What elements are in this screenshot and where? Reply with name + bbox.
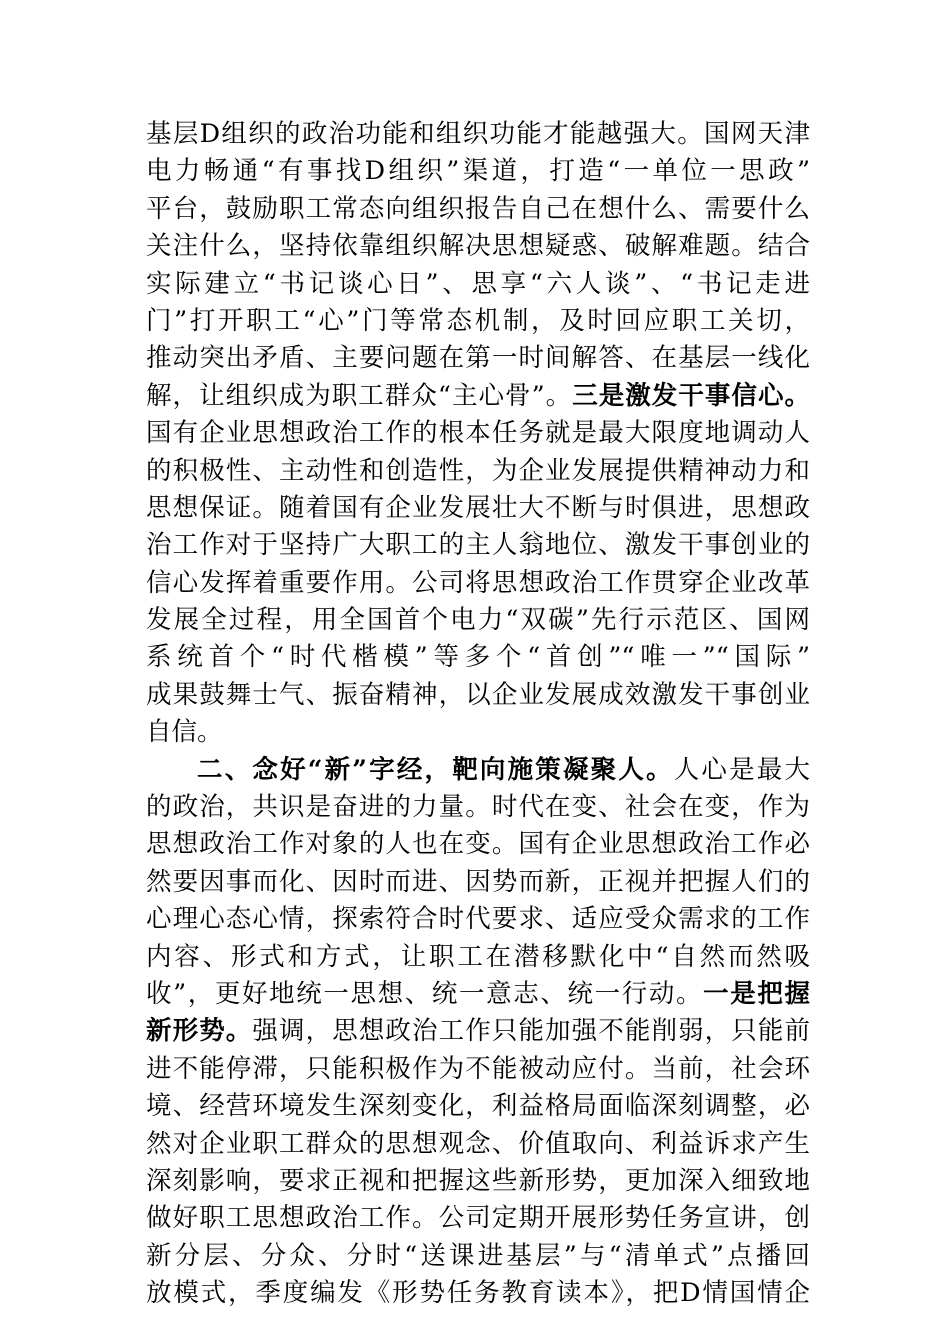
text-line bbox=[146, 1013, 810, 1050]
text-line bbox=[146, 266, 810, 303]
text-run: 系统首个“时代楷模”等多个“首创”“唯一”“国际” bbox=[146, 642, 810, 673]
text-run: 电力畅通“有事找D组织”渠道，打造“一单位一思政” bbox=[146, 156, 810, 187]
text-line bbox=[146, 490, 810, 527]
text-line bbox=[146, 1126, 810, 1163]
text-run: 放模式，季度编发《形势任务教育读本》，把D情国情企 bbox=[146, 1278, 810, 1309]
text-line bbox=[146, 864, 810, 901]
text-line bbox=[146, 228, 810, 265]
text-line bbox=[146, 340, 810, 377]
text-line bbox=[146, 1051, 810, 1088]
text-line bbox=[146, 789, 810, 826]
text-run: 的政治，共识是奋进的力量。时代在变、社会在变，作为 bbox=[146, 792, 810, 823]
text-line bbox=[146, 453, 810, 490]
text-line bbox=[146, 1238, 810, 1275]
text-run: 强调，思想政治工作只能加强不能削弱，只能前 bbox=[252, 1016, 810, 1047]
bold-text-run: 一是把握 bbox=[703, 978, 810, 1009]
text-line bbox=[146, 1275, 810, 1312]
text-line bbox=[146, 153, 810, 190]
text-run: 国有企业思想政治工作的根本任务就是最大限度地调动人 bbox=[146, 418, 810, 449]
text-line bbox=[146, 639, 810, 676]
text-run: 收”，更好地统一思想、统一意志、统一行动。 bbox=[146, 978, 704, 1009]
text-run: 解，让组织成为职工群众“主心骨”。 bbox=[146, 380, 573, 411]
text-run: 思想保证。随着国有企业发展壮大不断与时俱进，思想政 bbox=[146, 492, 810, 523]
text-line bbox=[146, 565, 810, 602]
text-run: 做好职工思想政治工作。公司定期开展形势任务宣讲，创 bbox=[146, 1203, 810, 1234]
text-run: 发展全过程，用全国首个电力“双碳”先行示范区、国网 bbox=[146, 605, 810, 636]
text-line bbox=[146, 1163, 810, 1200]
text-line bbox=[146, 939, 810, 976]
text-run: 人心是最大 bbox=[673, 754, 810, 785]
text-line bbox=[146, 116, 810, 153]
text-run: 信心发挥着重要作用。公司将思想政治工作贯穿企业改革 bbox=[146, 567, 810, 598]
text-line bbox=[146, 602, 810, 639]
text-line bbox=[146, 1200, 810, 1237]
text-line bbox=[146, 752, 810, 789]
text-run: 进不能停滞，只能积极作为不能被动应付。当前，社会环 bbox=[146, 1053, 810, 1084]
bold-text-run: 新形势。 bbox=[146, 1016, 253, 1047]
text-line bbox=[146, 415, 810, 452]
text-line bbox=[146, 303, 810, 340]
text-run: 然对企业职工群众的思想观念、价值取向、利益诉求产生 bbox=[146, 1128, 810, 1159]
text-run: 境、经营环境发生深刻变化，利益格局面临深刻调整，必 bbox=[146, 1091, 810, 1122]
text-run: 推动突出矛盾、主要问题在第一时间解答、在基层一线化 bbox=[146, 343, 810, 374]
text-line bbox=[146, 677, 810, 714]
text-run: 的积极性、主动性和创造性，为企业发展提供精神动力和 bbox=[146, 455, 810, 486]
text-run: 基层D组织的政治功能和组织功能才能越强大。国网天津 bbox=[146, 119, 810, 149]
text-run: 心理心态心情，探索符合时代要求、适应受众需求的工作 bbox=[146, 904, 810, 935]
text-run: 实际建立“书记谈心日”、思享“六人谈”、“书记走进 bbox=[146, 268, 810, 299]
text-line bbox=[146, 1088, 810, 1125]
text-run: 平台，鼓励职工常态向组织报告自己在想什么、需要什么 bbox=[146, 193, 810, 224]
text-run: 成果鼓舞士气、振奋精神，以企业发展成效激发干事创业 bbox=[146, 679, 810, 710]
text-run: 思想政治工作对象的人也在变。国有企业思想政治工作必 bbox=[146, 829, 810, 860]
text-line bbox=[146, 714, 810, 751]
bold-text-run: 二、念好“新”字经，靶向施策凝聚人。 bbox=[197, 754, 674, 785]
text-line bbox=[146, 826, 810, 863]
text-run: 门”打开职工“心”门等常态机制，及时回应职工关切， bbox=[146, 305, 810, 336]
text-line bbox=[146, 901, 810, 938]
text-line bbox=[146, 527, 810, 564]
text-run: 治工作对于坚持广大职工的主人翁地位、激发干事创业的 bbox=[146, 530, 810, 561]
text-run: 然要因事而化、因时而进、因势而新，正视并把握人们的 bbox=[146, 866, 810, 897]
text-run: 内容、形式和方式，让职工在潜移默化中“自然而然吸 bbox=[146, 941, 810, 972]
text-run: 关注什么，坚持依靠组织解决思想疑惑、破解难题。结合 bbox=[146, 231, 810, 262]
text-line bbox=[146, 378, 810, 415]
bold-text-run: 三是激发干事信心。 bbox=[572, 380, 810, 411]
text-run: 新分层、分众、分时“送课进基层”与“清单式”点播回 bbox=[146, 1240, 810, 1271]
document-body bbox=[146, 116, 810, 1313]
text-line bbox=[146, 191, 810, 228]
text-run: 深刻影响，要求正视和把握这些新形势，更加深入细致地 bbox=[146, 1165, 810, 1196]
text-line bbox=[146, 976, 810, 1013]
text-run: 自信。 bbox=[146, 717, 223, 748]
